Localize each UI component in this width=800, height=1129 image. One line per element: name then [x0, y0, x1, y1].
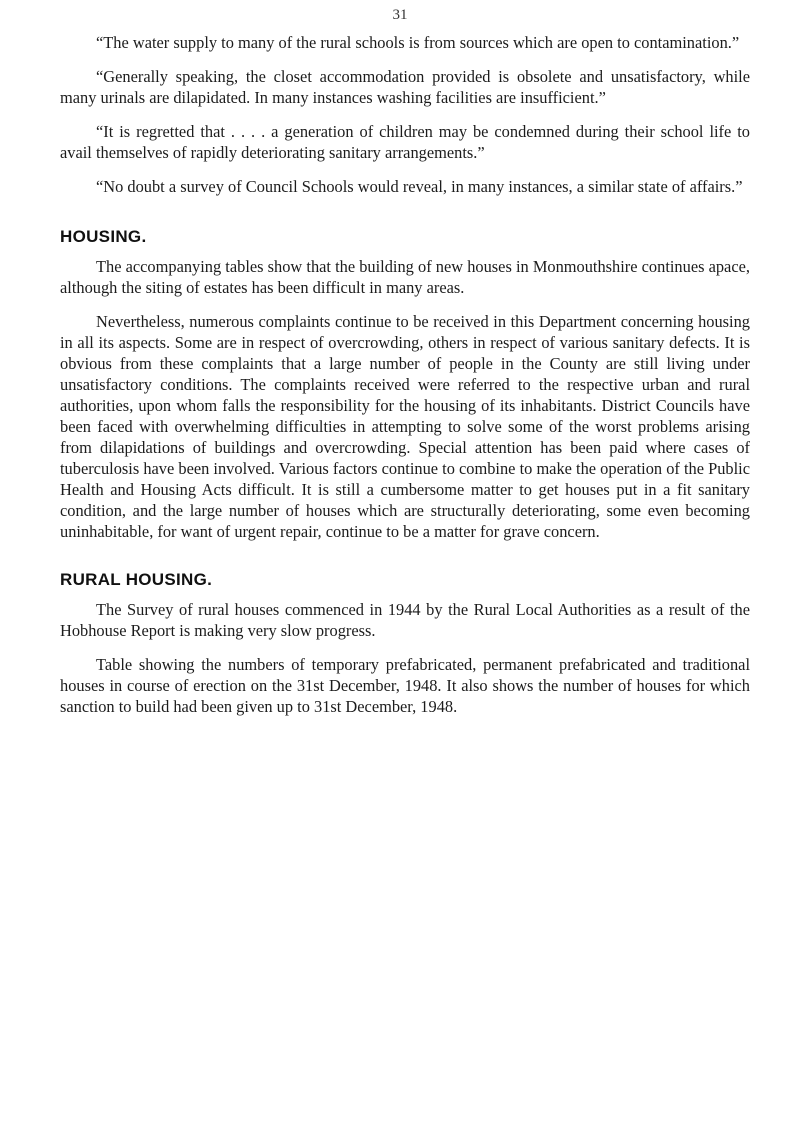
housing-heading: HOUSING. [60, 227, 147, 246]
housing-section [60, 227, 750, 542]
rural-housing-section [60, 570, 750, 717]
document-body [60, 32, 750, 717]
quote-sanitary-arrangements: “It is regretted that . . . . a generation of children may be condemned during their school life to avail themselves of rapidly deteriorating sanitary arrangements.” [60, 122, 750, 162]
rural-housing-paragraph-1: The Survey of rural houses commenced in 1944 by the Rural Local Authorities as a result of the Hobhouse Report is making very slow progress. [60, 600, 750, 640]
quote-council-schools: “No doubt a survey of Council Schools would reveal, in many instances, a similar state of affairs.” [96, 177, 743, 196]
quote-closet-accommodation: “Generally speaking, the closet accommodation provided is obsolete and unsatisfactory, while many urinals are dilapidated. In many instances washing facilities are insufficient.” [60, 67, 750, 107]
housing-paragraph-2: Nevertheless, numerous complaints continue to be received in this Department concerning housing in all its aspects. Some are in respect of overcrowding, others in respect of various sanitary defects. It is obvious from these complaints that a large number of people in the County are still living under unsatisfactory conditions. The complaints received were referred to the respective urban and rural authorities, upon whom falls the responsibility for the housing of its inhabitants. District Councils have been faced with overwhelming difficulties in attempting to solve some of the worst problems arising from dilapidations of buildings and overcrowding. Special attention has been paid where cases of tuberculosis have been involved. Various factors continue to combine to make the operation of the Public Health and Housing Acts difficult. It is still a cumbersome matter to get houses put in a fit sanitary condition, and the large number of houses which are structurally deteriorating, some even becoming uninhabitable, for want of urgent repair, continue to be a matter for grave concern. [60, 312, 750, 541]
rural-housing-heading: RURAL HOUSING. [60, 570, 213, 589]
rural-housing-paragraph-2: Table showing the numbers of temporary prefabricated, permanent prefabricated and traditional houses in course of erection on the 31st December, 1948. It also shows the number of houses for which sanction to build had been given up to 31st December, 1948. [60, 655, 750, 716]
housing-paragraph-1: The accompanying tables show that the building of new houses in Monmouthshire continues apace, although the siting of estates has been difficult in many areas. [60, 257, 750, 297]
quote-water-supply: “The water supply to many of the rural schools is from sources which are open to contamination.” [96, 33, 740, 52]
page-number: 31 [392, 7, 408, 23]
